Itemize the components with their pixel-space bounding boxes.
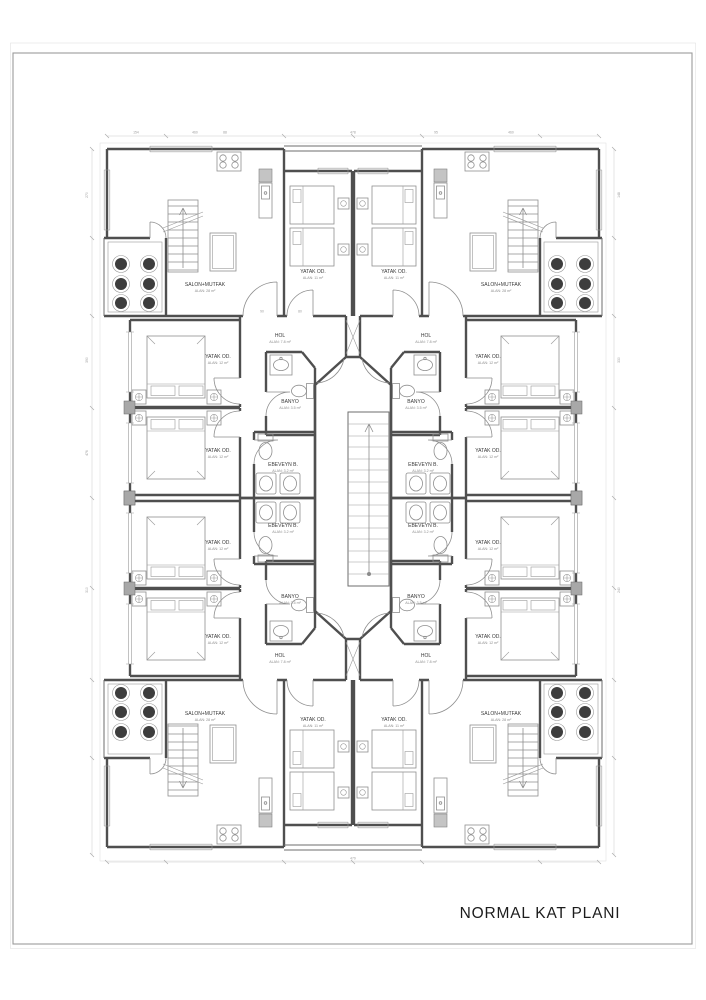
dim-label-7: 330 xyxy=(617,357,621,363)
room-label-hol-br: HOL xyxy=(420,653,432,659)
bathroom-sink xyxy=(270,355,292,375)
vestibule-doors xyxy=(317,359,389,637)
dim-label-0: 478 xyxy=(350,130,356,135)
double-bed xyxy=(147,336,205,398)
room-area-ebeveyn-tl: ALAN: 3.2 m² xyxy=(272,469,294,473)
dim-label-15: 240 xyxy=(617,587,621,593)
room-label-banyo-bl: BANYO xyxy=(281,594,299,600)
room-label-yatak-tc-l: YATAK OD. xyxy=(300,269,326,275)
ensuite-toilet xyxy=(258,434,273,460)
room-label-hol-bl: HOL xyxy=(274,653,286,659)
stair-treads xyxy=(348,424,389,574)
room-area-yatak-r4: ALAN: 12 m² xyxy=(477,641,499,645)
room-area-banyo-tr: ALAN: 3.5 m² xyxy=(405,406,427,410)
room-label-yatak-l2: YATAK OD. xyxy=(205,448,231,454)
room-label-salon-tl: SALON+MUTFAK xyxy=(184,282,226,288)
room-area-hol-bl: ALAN: 7.8 m² xyxy=(269,660,291,664)
room-label-hol-tr: HOL xyxy=(420,333,432,339)
room-label-ebeveyn-tl: EBEVEYN B. xyxy=(268,462,298,468)
room-area-salon-tl: ALAN: 28 m² xyxy=(194,289,216,293)
room-label-yatak-r2: YATAK OD. xyxy=(475,448,501,454)
room-area-banyo-bl: ALAN: 3.5 m² xyxy=(279,601,301,605)
room-area-yatak-bc-r: ALAN: 11 m² xyxy=(383,724,405,728)
dim-label-12: 90 xyxy=(260,309,264,314)
dim-label-8: 148 xyxy=(617,192,621,198)
room-area-yatak-tc-r: ALAN: 11 m² xyxy=(383,276,405,280)
toilet xyxy=(292,384,314,399)
room-area-yatak-l3: ALAN: 12 m² xyxy=(207,547,229,551)
dim-label-13: 80 xyxy=(298,309,302,314)
room-area-yatak-bc-l: ALAN: 11 m² xyxy=(302,724,324,728)
kitchen-sink xyxy=(259,183,272,218)
room-label-ebeveyn-bl: EBEVEYN B. xyxy=(268,523,298,529)
room-area-ebeveyn-br: ALAN: 3.2 m² xyxy=(412,530,434,534)
room-area-salon-bl: ALAN: 28 m² xyxy=(194,718,216,722)
drawing-title: NORMAL KAT PLANI xyxy=(459,905,621,922)
salon-walls xyxy=(104,149,352,316)
ensuite-door xyxy=(254,440,278,464)
room-area-ebeveyn-bl: ALAN: 3.2 m² xyxy=(272,530,294,534)
room-label-yatak-r4: YATAK OD. xyxy=(475,634,501,640)
room-label-yatak-l3: YATAK OD. xyxy=(205,540,231,546)
dim-label-5: 476 xyxy=(85,450,89,456)
dim-label-9: 154 xyxy=(133,130,139,135)
balcony-door xyxy=(150,222,166,238)
room-area-hol-tl: ALAN: 7.8 m² xyxy=(269,340,291,344)
pilaster xyxy=(124,401,135,414)
room-area-ebeveyn-tr: ALAN: 3.2 m² xyxy=(412,469,434,473)
nightstand xyxy=(132,390,221,404)
dim-label-11: 95 xyxy=(434,130,438,135)
dim-label-2: 460 xyxy=(508,130,514,135)
sofa xyxy=(210,233,236,271)
central-staircase xyxy=(315,316,391,680)
room-label-salon-tr: SALON+MUTFAK xyxy=(480,282,522,288)
balcony-stools xyxy=(113,256,158,312)
room-label-banyo-tl: BANYO xyxy=(281,399,299,405)
room-label-ebeveyn-tr: EBEVEYN B. xyxy=(408,462,438,468)
dim-label-10: 88 xyxy=(223,130,227,135)
room-label-salon-bl: SALON+MUTFAK xyxy=(184,711,226,717)
dim-label-6: 270 xyxy=(85,192,89,198)
twin-beds xyxy=(290,186,349,266)
room-area-hol-br: ALAN: 7.8 m² xyxy=(415,660,437,664)
room-label-yatak-tc-r: YATAK OD. xyxy=(381,269,407,275)
room-area-yatak-l1: ALAN: 12 m² xyxy=(207,361,229,365)
parapet xyxy=(284,146,353,151)
room-area-salon-br: ALAN: 28 m² xyxy=(490,718,512,722)
room-label-yatak-l1: YATAK OD. xyxy=(205,354,231,360)
room-label-yatak-l4: YATAK OD. xyxy=(205,634,231,640)
stair-arrow-origin xyxy=(367,572,371,576)
stair-direction-arrow xyxy=(365,424,373,572)
room-area-yatak-r3: ALAN: 12 m² xyxy=(477,547,499,551)
dim-label-1: 460 xyxy=(192,130,198,135)
dim-label-3: 479 xyxy=(350,856,356,861)
room-area-yatak-l2: ALAN: 12 m² xyxy=(207,455,229,459)
room-label-salon-br: SALON+MUTFAK xyxy=(480,711,522,717)
dim-label-14: 310 xyxy=(85,587,89,593)
stove xyxy=(217,152,241,171)
stair-flight xyxy=(348,412,389,586)
salon-staircase xyxy=(163,200,203,272)
room-label-yatak-bc-l: YATAK OD. xyxy=(300,717,326,723)
room-label-yatak-r1: YATAK OD. xyxy=(475,354,501,360)
side-bedroom-door xyxy=(214,378,240,404)
room-area-yatak-l4: ALAN: 12 m² xyxy=(207,641,229,645)
room-label-banyo-br: BANYO xyxy=(407,594,425,600)
room-label-yatak-r3: YATAK OD. xyxy=(475,540,501,546)
room-area-banyo-tl: ALAN: 3.5 m² xyxy=(279,406,301,410)
fridge xyxy=(259,169,272,182)
room-label-ebeveyn-br: EBEVEYN B. xyxy=(408,523,438,529)
ensuite-sinks xyxy=(256,473,300,494)
room-area-yatak-tc-l: ALAN: 11 m² xyxy=(302,276,324,280)
room-area-yatak-r2: ALAN: 12 m² xyxy=(477,455,499,459)
room-area-salon-tr: ALAN: 28 m² xyxy=(490,289,512,293)
room-label-hol-tl: HOL xyxy=(274,333,286,339)
room-label-banyo-tr: BANYO xyxy=(407,399,425,405)
room-area-banyo-br: ALAN: 3.5 m² xyxy=(405,601,427,605)
room-label-yatak-bc-r: YATAK OD. xyxy=(381,717,407,723)
room-area-hol-tr: ALAN: 7.8 m² xyxy=(415,340,437,344)
room-area-yatak-r1: ALAN: 12 m² xyxy=(477,361,499,365)
dim-label-4: 390 xyxy=(85,357,89,363)
